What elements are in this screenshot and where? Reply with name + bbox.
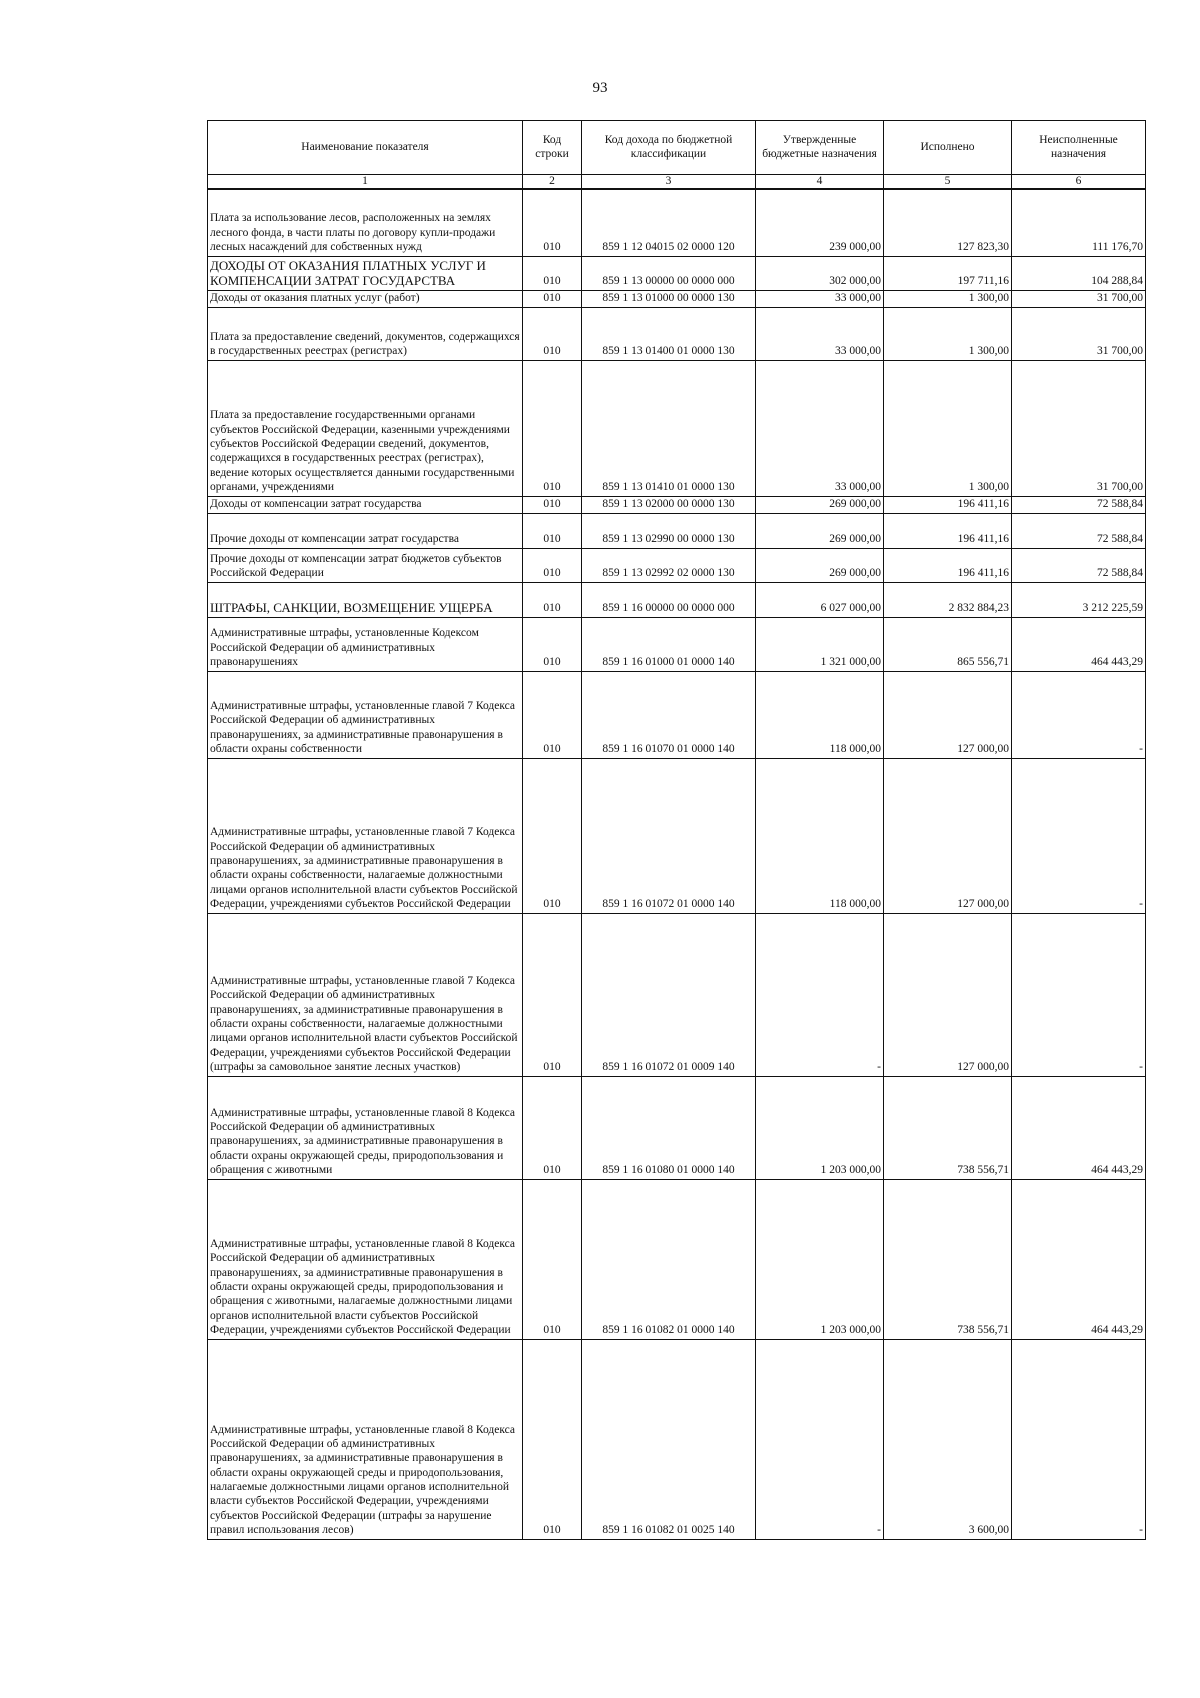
row-approved: 269 000,00 (756, 548, 884, 582)
table-row (208, 189, 1146, 256)
row-approved: - (756, 913, 884, 1076)
column-number: 5 (884, 175, 1012, 190)
row-approved: 239 000,00 (756, 189, 884, 256)
column-number: 4 (756, 175, 884, 190)
row-kbk: 859 1 12 04015 02 0000 120 (582, 189, 756, 256)
row-kbk: 859 1 13 01410 01 0000 130 (582, 360, 756, 496)
table-row (208, 1339, 1146, 1539)
row-approved: 118 000,00 (756, 758, 884, 913)
row-name: Административные штрафы, установленные Кодексом Российской Федерации об административных правонарушениях (208, 617, 523, 671)
row-line-code: 010 (523, 617, 582, 671)
row-approved: 118 000,00 (756, 671, 884, 758)
row-executed: 127 000,00 (884, 913, 1012, 1076)
row-executed: 738 556,71 (884, 1076, 1012, 1179)
page-number: 93 (592, 80, 608, 96)
row-line-code: 010 (523, 913, 582, 1076)
row-name: Административные штрафы, установленные главой 7 Кодекса Российской Федерации об административных правонарушениях, за административные правонарушения в области охраны собственности (208, 671, 523, 758)
row-name: Доходы от компенсации затрат государства (208, 496, 523, 513)
table-row (208, 256, 1146, 290)
row-name: Административные штрафы, установленные главой 8 Кодекса Российской Федерации об административных правонарушениях, за административные правонарушения в области охраны окружающей среды и природопользования, налагаемые должностными лицами органов исполнительной власти субъектов Российской Федерации, учреждениями субъектов Российской Федерации (штрафы за нарушение правил использования лесов) (208, 1339, 523, 1539)
row-line-code: 010 (523, 290, 582, 307)
row-executed: 196 411,16 (884, 496, 1012, 513)
table-row (208, 913, 1146, 1076)
table-row (208, 1179, 1146, 1339)
row-line-code: 010 (523, 582, 582, 617)
table-row (208, 496, 1146, 513)
row-line-code: 010 (523, 1076, 582, 1179)
row-unexecuted: 464 443,29 (1012, 617, 1146, 671)
row-name: ДОХОДЫ ОТ ОКАЗАНИЯ ПЛАТНЫХ УСЛУГ И КОМПЕНСАЦИИ ЗАТРАТ ГОСУДАРСТВА (208, 256, 523, 290)
row-executed: 197 711,16 (884, 256, 1012, 290)
row-executed: 127 000,00 (884, 758, 1012, 913)
row-line-code: 010 (523, 758, 582, 913)
row-unexecuted: - (1012, 758, 1146, 913)
column-number: 3 (582, 175, 756, 190)
table-row (208, 671, 1146, 758)
table-header-row (208, 121, 1146, 175)
revenue-report-table (207, 120, 1146, 1540)
row-unexecuted: - (1012, 913, 1146, 1076)
table-row (208, 360, 1146, 496)
row-kbk: 859 1 13 01400 01 0000 130 (582, 307, 756, 360)
table-row (208, 307, 1146, 360)
row-name: Административные штрафы, установленные главой 8 Кодекса Российской Федерации об административных правонарушениях, за административные правонарушения в области охраны окружающей среды, природопользования и обращения с животными (208, 1076, 523, 1179)
row-unexecuted: - (1012, 1339, 1146, 1539)
row-line-code: 010 (523, 360, 582, 496)
row-kbk: 859 1 16 01000 01 0000 140 (582, 617, 756, 671)
table-row (208, 290, 1146, 307)
row-approved: 1 203 000,00 (756, 1076, 884, 1179)
row-unexecuted: - (1012, 671, 1146, 758)
row-line-code: 010 (523, 1179, 582, 1339)
row-name: Прочие доходы от компенсации затрат бюджетов субъектов Российской Федерации (208, 548, 523, 582)
column-number: 1 (208, 175, 523, 190)
row-executed: 196 411,16 (884, 513, 1012, 548)
table-row (208, 1076, 1146, 1179)
row-name: Плата за использование лесов, расположенных на землях лесного фонда, в части платы по договору купли-продажи лесных насаждений для собственных нужд (208, 189, 523, 256)
row-line-code: 010 (523, 256, 582, 290)
row-line-code: 010 (523, 548, 582, 582)
row-approved: 33 000,00 (756, 307, 884, 360)
column-number: 2 (523, 175, 582, 190)
row-approved: 269 000,00 (756, 496, 884, 513)
header-unexecuted: Неисполненные назначения (1012, 121, 1146, 175)
row-name: Административные штрафы, установленные главой 7 Кодекса Российской Федерации об административных правонарушениях, за административные правонарушения в области охраны собственности, налагаемые должностными лицами органов исполнительной власти субъектов Российской Федерации, учреждениями субъектов Российской Федерации (штрафы за самовольное занятие лесных участков) (208, 913, 523, 1076)
row-executed: 3 600,00 (884, 1339, 1012, 1539)
row-kbk: 859 1 16 01072 01 0009 140 (582, 913, 756, 1076)
row-line-code: 010 (523, 307, 582, 360)
row-approved: 1 321 000,00 (756, 617, 884, 671)
row-line-code: 010 (523, 671, 582, 758)
row-unexecuted: 31 700,00 (1012, 360, 1146, 496)
column-number-row (208, 175, 1146, 190)
row-name: ШТРАФЫ, САНКЦИИ, ВОЗМЕЩЕНИЕ УЩЕРБА (208, 582, 523, 617)
row-kbk: 859 1 13 02000 00 0000 130 (582, 496, 756, 513)
row-unexecuted: 464 443,29 (1012, 1179, 1146, 1339)
row-kbk: 859 1 16 01080 01 0000 140 (582, 1076, 756, 1179)
row-unexecuted: 104 288,84 (1012, 256, 1146, 290)
header-approved: Утвержденные бюджетные назначения (756, 121, 884, 175)
row-unexecuted: 31 700,00 (1012, 290, 1146, 307)
row-name: Доходы от оказания платных услуг (работ) (208, 290, 523, 307)
row-approved: 33 000,00 (756, 360, 884, 496)
row-name: Административные штрафы, установленные главой 8 Кодекса Российской Федерации об административных правонарушениях, за административные правонарушения в области охраны окружающей среды, природопользования и обращения с животными, налагаемые должностными лицами органов исполнительной власти субъектов Российской Федерации, учреждениями субъектов Российской Федерации (208, 1179, 523, 1339)
row-unexecuted: 111 176,70 (1012, 189, 1146, 256)
row-line-code: 010 (523, 496, 582, 513)
row-approved: 302 000,00 (756, 256, 884, 290)
row-approved: 6 027 000,00 (756, 582, 884, 617)
row-executed: 738 556,71 (884, 1179, 1012, 1339)
row-approved: 269 000,00 (756, 513, 884, 548)
row-line-code: 010 (523, 1339, 582, 1539)
row-name: Плата за предоставление сведений, документов, содержащихся в государственных реестрах (регистрах) (208, 307, 523, 360)
row-name: Административные штрафы, установленные главой 7 Кодекса Российской Федерации об административных правонарушениях, за административные правонарушения в области охраны собственности, налагаемые должностными лицами органов исполнительной власти субъектов Российской Федерации, учреждениями субъектов Российской Федерации (208, 758, 523, 913)
row-unexecuted: 72 588,84 (1012, 548, 1146, 582)
table-row (208, 758, 1146, 913)
row-unexecuted: 3 212 225,59 (1012, 582, 1146, 617)
row-line-code: 010 (523, 513, 582, 548)
row-kbk: 859 1 13 01000 00 0000 130 (582, 290, 756, 307)
header-kbk: Код дохода по бюджетной классификации (582, 121, 756, 175)
row-approved: 33 000,00 (756, 290, 884, 307)
row-unexecuted: 72 588,84 (1012, 513, 1146, 548)
row-executed: 127 000,00 (884, 671, 1012, 758)
row-kbk: 859 1 16 01070 01 0000 140 (582, 671, 756, 758)
row-unexecuted: 31 700,00 (1012, 307, 1146, 360)
column-number: 6 (1012, 175, 1146, 190)
row-executed: 1 300,00 (884, 307, 1012, 360)
row-kbk: 859 1 13 02992 02 0000 130 (582, 548, 756, 582)
row-kbk: 859 1 16 01072 01 0000 140 (582, 758, 756, 913)
row-unexecuted: 464 443,29 (1012, 1076, 1146, 1179)
table-row (208, 617, 1146, 671)
table-row (208, 513, 1146, 548)
header-line-code: Код строки (523, 121, 582, 175)
row-line-code: 010 (523, 189, 582, 256)
row-kbk: 859 1 13 02990 00 0000 130 (582, 513, 756, 548)
header-executed: Исполнено (884, 121, 1012, 175)
row-executed: 865 556,71 (884, 617, 1012, 671)
row-executed: 127 823,30 (884, 189, 1012, 256)
row-executed: 2 832 884,23 (884, 582, 1012, 617)
table-row (208, 582, 1146, 617)
header-name: Наименование показателя (208, 121, 523, 175)
row-kbk: 859 1 16 01082 01 0000 140 (582, 1179, 756, 1339)
row-name: Плата за предоставление государственными органами субъектов Российской Федерации, казенными учреждениями субъектов Российской Федерации сведений, документов, содержащихся в государственных реестрах (регистрах), ведение которых осуществляется данными государственными органами, учреждениями (208, 360, 523, 496)
row-approved: - (756, 1339, 884, 1539)
row-unexecuted: 72 588,84 (1012, 496, 1146, 513)
table-row (208, 548, 1146, 582)
row-kbk: 859 1 16 00000 00 0000 000 (582, 582, 756, 617)
row-executed: 196 411,16 (884, 548, 1012, 582)
row-executed: 1 300,00 (884, 360, 1012, 496)
row-kbk: 859 1 16 01082 01 0025 140 (582, 1339, 756, 1539)
row-executed: 1 300,00 (884, 290, 1012, 307)
row-approved: 1 203 000,00 (756, 1179, 884, 1339)
row-kbk: 859 1 13 00000 00 0000 000 (582, 256, 756, 290)
row-name: Прочие доходы от компенсации затрат государства (208, 513, 523, 548)
